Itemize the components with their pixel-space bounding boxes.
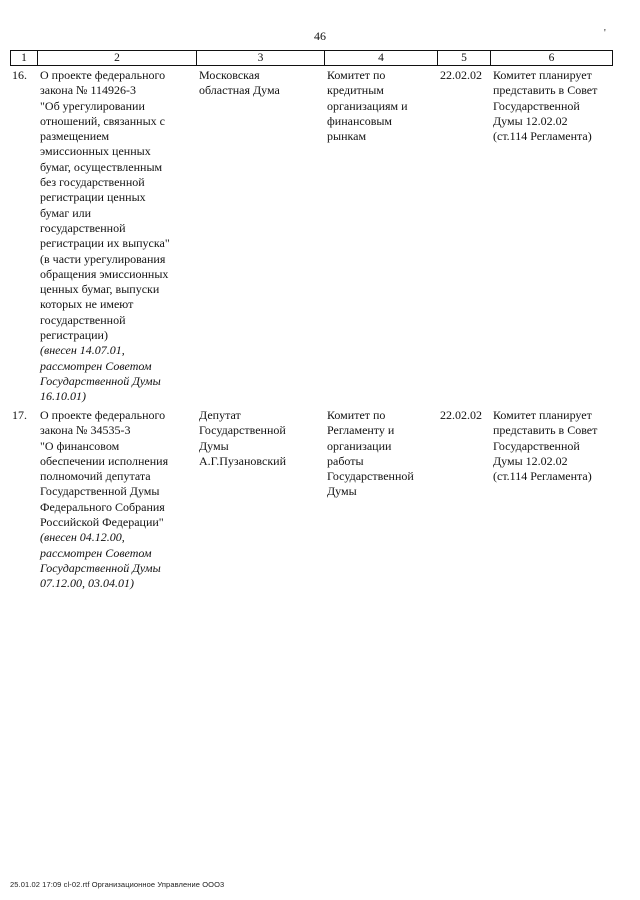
text-line: обращения эмиссионных	[40, 266, 169, 281]
text-line: закона № 114926-3	[40, 83, 137, 98]
text-line: ценных бумаг, выпуски	[40, 282, 160, 297]
text-line: Комитет по	[327, 68, 386, 82]
text-line: "Об урегулировании	[40, 98, 145, 113]
text-line: государственной	[40, 312, 126, 327]
text-line: (ст.114 Регламента)	[493, 129, 592, 144]
column-header-6: 6	[491, 51, 613, 66]
text-line: отношений, связанных с	[40, 113, 165, 128]
text-line: 16.10.01)	[40, 389, 86, 404]
text-line: организации	[327, 438, 392, 453]
bill-title	[40, 408, 195, 592]
column-header-2: 2	[38, 51, 197, 66]
text-line: Государственной	[199, 423, 286, 438]
text-line: Регламенту и	[327, 423, 395, 438]
text-line: финансовым	[327, 113, 393, 128]
text-line: Государственной Думы	[40, 560, 161, 575]
text-line: рассмотрен Советом	[40, 358, 152, 373]
text-line: полномочий депутата	[40, 469, 151, 484]
text-line: Думы	[199, 438, 229, 453]
row-number: 16.	[12, 68, 27, 82]
column-header-4: 4	[325, 51, 438, 66]
text-line: размещением	[40, 129, 110, 144]
text-line: О проекте федерального	[40, 408, 166, 422]
text-line: Государственной	[493, 98, 580, 113]
row-number: 17.	[12, 408, 27, 422]
row-date: 22.02.02	[440, 408, 482, 422]
row-status	[493, 408, 618, 484]
row-date: 22.02.02	[440, 68, 482, 82]
text-line: бумаг, осуществленным	[40, 159, 163, 174]
text-line: рынкам	[327, 129, 367, 144]
text-line: Депутат	[199, 408, 241, 422]
text-line: регистрации)	[40, 328, 108, 343]
text-line: которых не имеют	[40, 297, 134, 312]
text-line: (ст.114 Регламента)	[493, 469, 592, 484]
text-line: Федерального Собрания	[40, 499, 165, 514]
text-line: эмиссионных ценных	[40, 144, 151, 159]
corner-mark: '	[604, 28, 606, 39]
bill-author	[199, 68, 324, 99]
page-number: 46	[314, 29, 326, 43]
text-line: закона № 34535-3	[40, 423, 131, 438]
text-line: регистрации их выпуска"	[40, 236, 170, 251]
column-header-row	[10, 50, 613, 66]
responsible-committee	[327, 408, 439, 500]
bill-author	[199, 408, 324, 469]
text-line: Государственной Думы	[40, 373, 161, 388]
text-line: А.Г.Пузановский	[199, 453, 286, 468]
footer-print-info: 25.01.02 17:09 cl-02.rtf Организационное Управление ООО3	[10, 880, 225, 889]
text-line: кредитным	[327, 83, 384, 98]
text-line: рассмотрен Советом	[40, 545, 152, 560]
text-line: без государственной	[40, 175, 145, 190]
text-line: представить в Совет	[493, 423, 598, 438]
column-header-1: 1	[11, 51, 38, 66]
bill-title	[40, 68, 195, 405]
text-line: Думы	[327, 484, 357, 499]
text-line: Думы 12.02.02	[493, 453, 568, 468]
text-line: Российской Федерации"	[40, 515, 164, 530]
text-line: (внесен 04.12.00,	[40, 530, 125, 545]
text-line: Московская	[199, 68, 260, 82]
text-line: Государственной Думы	[40, 484, 160, 499]
text-line: О проекте федерального	[40, 68, 166, 82]
text-line: (в части урегулирования	[40, 251, 166, 266]
text-line: "О финансовом	[40, 438, 120, 453]
row-status	[493, 68, 618, 144]
column-header-3: 3	[197, 51, 325, 66]
text-line: регистрации ценных	[40, 190, 146, 205]
responsible-committee	[327, 68, 439, 144]
text-line: обеспечении исполнения	[40, 453, 169, 468]
text-line: Государственной	[493, 438, 580, 453]
text-line: государственной	[40, 220, 126, 235]
text-line: бумаг или	[40, 205, 92, 220]
text-line: Комитет по	[327, 408, 386, 422]
text-line: представить в Совет	[493, 83, 598, 98]
text-line: работы	[327, 453, 364, 468]
text-line: областная Дума	[199, 83, 280, 98]
text-line: Думы 12.02.02	[493, 113, 568, 128]
text-line: организациям и	[327, 98, 408, 113]
text-line: Комитет планирует	[493, 408, 592, 422]
text-line: Комитет планирует	[493, 68, 592, 82]
text-line: Государственной	[327, 469, 414, 484]
column-header-5: 5	[438, 51, 491, 66]
text-line: (внесен 14.07.01,	[40, 343, 125, 358]
text-line: 07.12.00, 03.04.01)	[40, 576, 134, 591]
